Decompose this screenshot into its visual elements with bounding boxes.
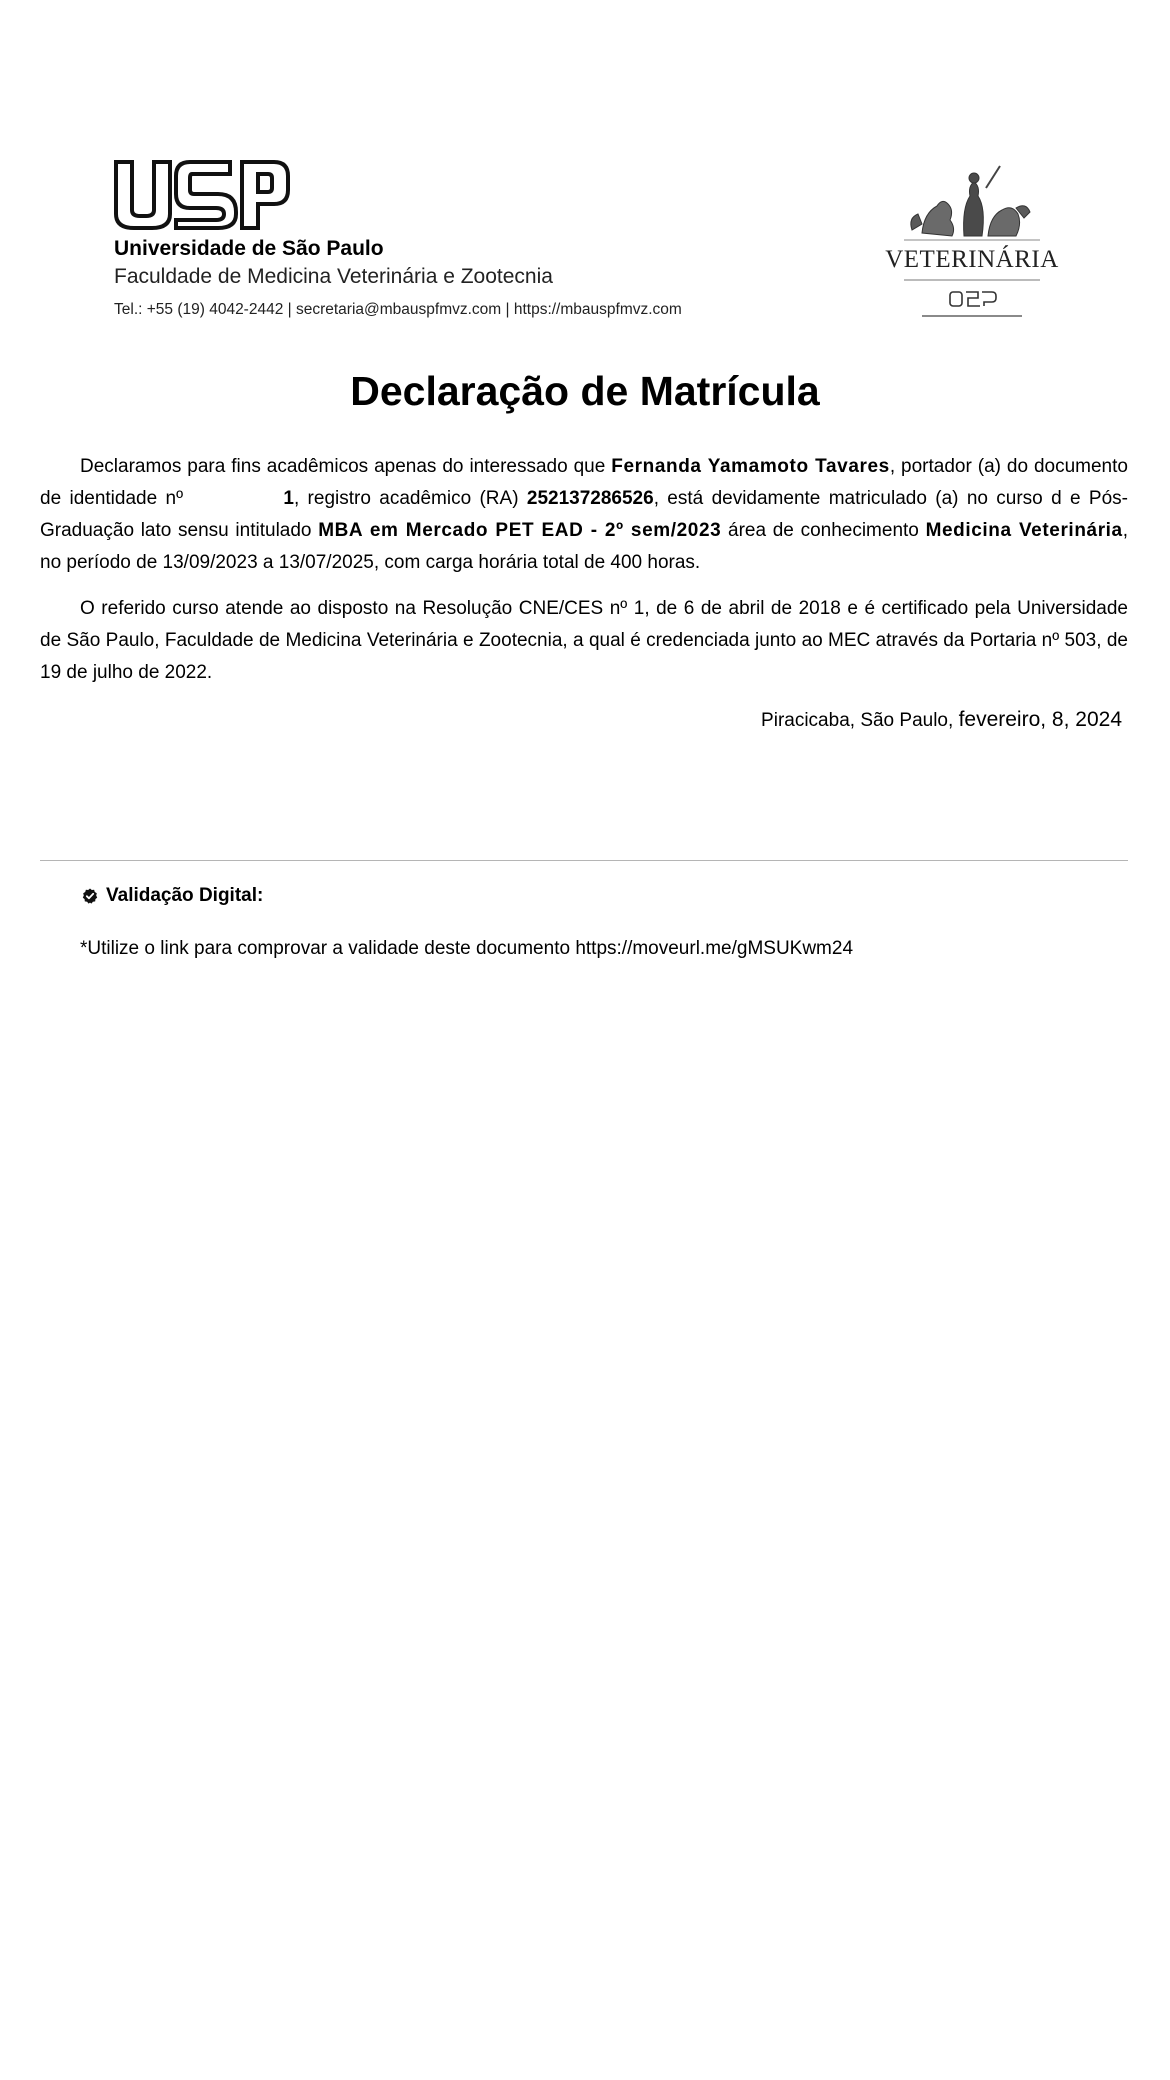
date: fevereiro, 8, 2024 — [958, 708, 1122, 731]
text-segment: , portador (a) do documento de identidade nº — [40, 456, 1128, 509]
text-segment: , no período de 13/09/2023 a 13/07/2025, com carga horária total de 400 horas. — [40, 520, 1129, 573]
usp-logo — [112, 158, 292, 232]
contact-info: Tel.: +55 (19) 4042-2442 | secretaria@mbauspfmvz.com | https://mbauspfmvz.com — [114, 301, 682, 318]
place-and-date — [761, 708, 1122, 732]
digital-validation-heading — [82, 885, 263, 907]
knowledge-area: Medicina Veterinária — [925, 520, 1123, 541]
document-title: Declaração de Matrícula — [350, 368, 820, 414]
id-number: 1 — [283, 488, 294, 509]
validation-label: Validação Digital: — [106, 885, 264, 906]
veterinaria-logo — [882, 158, 1062, 328]
verified-check-icon — [82, 888, 98, 904]
place: Piracicaba, São Paulo, — [761, 710, 959, 731]
declaration-paragraph — [40, 451, 1128, 579]
faculty-name: Faculdade de Medicina Veterinária e Zootecnia — [114, 265, 553, 288]
text-segment: Declaramos para fins acadêmicos apenas do interessado que — [80, 456, 612, 477]
letterhead — [112, 158, 1062, 328]
academic-registry: 252137286526 — [526, 488, 654, 509]
text-segment: área de conhecimento — [721, 520, 926, 541]
text-segment: , registro acadêmico (RA) — [293, 488, 527, 509]
student-name: Fernanda Yamamoto Tavares — [611, 456, 890, 477]
accreditation-paragraph: O referido curso atende ao disposto na Resolução CNE/CES nº 1, de 6 de abril de 2018 e é certificado pela Universidade de São Paulo, Faculdade de Medicina Veterinária e Zootecnia, a qual é credenciada junto ao MEC através da Portaria nº 503, de 19 de julho de 2022. — [40, 598, 1128, 683]
course-name: MBA em Mercado PET EAD - 2º sem/2023 — [318, 520, 722, 541]
validation-link-text: *Utilize o link para comprovar a validade deste documento https://moveurl.me/gMSUKwm24 — [80, 938, 854, 959]
section-divider — [40, 860, 1128, 861]
text-segment: , está devidamente matriculado (a) no curso d e Pós-Graduação lato sensu intitulado — [40, 488, 1128, 541]
university-name: Universidade de São Paulo — [114, 237, 384, 260]
veterinaria-logo-title: VETERINÁRIA — [885, 246, 1059, 273]
